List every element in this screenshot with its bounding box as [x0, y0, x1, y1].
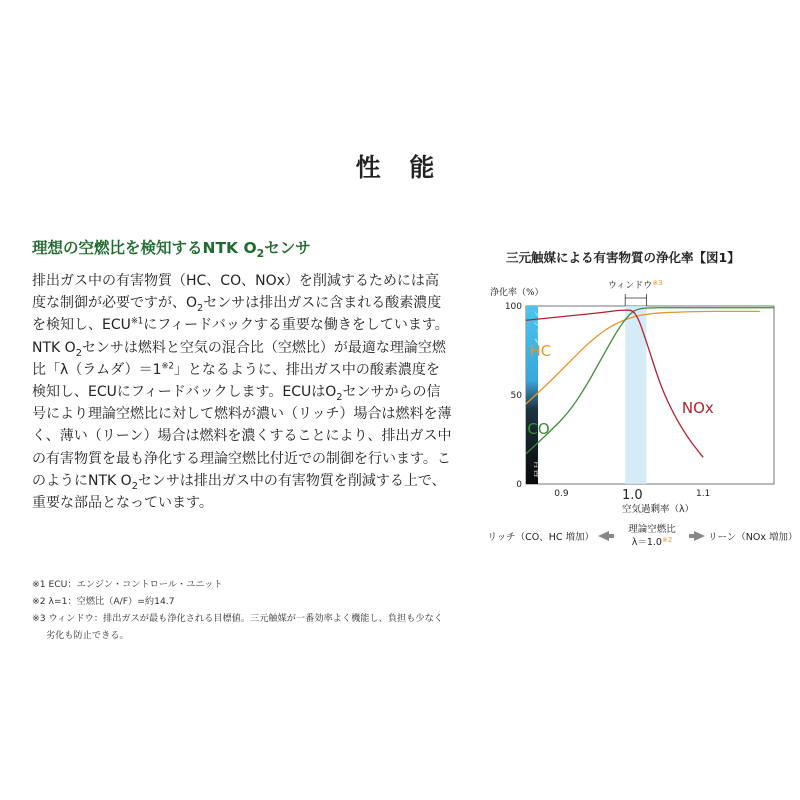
- y-side-label-harmful: 有害: [532, 460, 542, 479]
- p1-text-c: にフィードバックする重要な働きをしています。: [143, 317, 449, 334]
- x-tick-labels: [554, 488, 710, 503]
- body-text: [32, 270, 452, 514]
- p2-text-c: 」となるように、排出ガス中の酸素濃度を検知し、ECUにフィードバックします。ECUはO: [32, 361, 440, 401]
- caption-rich: リッチ（CO、HC 増加）: [487, 532, 594, 543]
- heading-tail: センサ: [264, 239, 311, 257]
- x-tick-label: 1.1: [695, 489, 711, 499]
- caption-lambda: λ＝1.0: [631, 537, 662, 548]
- x-tick-label: 1.0: [621, 488, 643, 503]
- footnote-2: ※2 λ=1：空燃比（A/F）=約14.7: [32, 596, 175, 607]
- caption-lean: リーン（NOx 増加）: [708, 532, 798, 543]
- section-heading: [32, 236, 311, 261]
- heading-sub: 2: [256, 247, 265, 261]
- y-tick-label: 50: [510, 391, 522, 401]
- series-label-hc: HC: [529, 341, 552, 360]
- p2-sub-1: 2: [75, 347, 82, 359]
- plot-frame: [526, 306, 774, 484]
- rich-arrow-icon: [598, 531, 614, 541]
- p2-text-e: センサは排出ガス中の有害物質を削減する上で、重要な部品となっています。: [32, 472, 446, 512]
- window-label: [608, 279, 663, 291]
- y-axis-label: 浄化率（%）: [490, 288, 544, 298]
- footnote-3: ※3 ウィンドウ：排出ガスが最も浄化される目標値。三元触媒が一番効率よく機能し、負担も少なく: [32, 613, 443, 624]
- footnote-3-cont: 劣化も防止できる。: [46, 630, 129, 641]
- series-label-nox: NOx: [681, 398, 714, 417]
- p1-sub: 2: [197, 303, 204, 314]
- caption-lambda-sup: ※2: [661, 536, 673, 544]
- page-title: 性 能: [355, 153, 445, 182]
- p2-sub-3: 2: [131, 480, 138, 492]
- p1-text-b: センサは排出ガスに含まれる酸素濃度を検知し、ECU: [32, 295, 442, 334]
- caption-stoich-2: [632, 536, 673, 548]
- heading-text: 理想の空燃比を検知するNTK O: [32, 239, 257, 257]
- series-label-co: CO: [527, 420, 550, 439]
- y-tick-label: 0: [516, 480, 522, 490]
- x-axis-label: 空気過剰率（λ）: [621, 504, 695, 515]
- y-tick-labels: [505, 302, 522, 490]
- y-tick-label: 100: [504, 302, 522, 312]
- p2-text-a: NTK O: [32, 339, 76, 356]
- caption-stoich-1: 理論空燃比: [628, 524, 676, 535]
- p2-text-b: センサは燃料と空気の混合比（空燃比）が最適な理論空燃比「λ（ラムダ）＝1: [32, 339, 446, 378]
- paragraph-1: [32, 270, 452, 337]
- chart-caption: [487, 523, 797, 548]
- window-width-arrow: [625, 294, 646, 306]
- window-label-text: ウィンドウ: [607, 281, 653, 291]
- y-side-label-clean: クリーン: [532, 310, 542, 346]
- footnote-1: ※1 ECU：エンジン・コントロール・ユニット: [32, 579, 223, 590]
- p1-text-a: 排出ガス中の有害物質（HC、CO、NOx）を削減するためには高度な制御が必要ですが、O: [32, 273, 439, 312]
- window-label-sup: ※3: [652, 279, 663, 287]
- chart-title: 三元触媒による有害物質の浄化率【図1】: [506, 250, 740, 265]
- p2-sup: ※2: [161, 360, 174, 371]
- footnotes: [32, 576, 472, 644]
- paragraph-2: [32, 337, 452, 515]
- p2-sub-2: 2: [336, 391, 343, 403]
- p1-sup: ※1: [130, 315, 144, 326]
- x-tick-label: 0.9: [554, 489, 569, 499]
- p2-text-d: センサからの信号により理論空燃比に対して燃料が濃い（リッチ）場合は燃料を薄く、薄い（リーン）場合は燃料を濃くすることにより、排出ガス中の有害物質を最も浄化する理論空燃比付近での制御を行います。このようにNTK O: [32, 384, 452, 489]
- lean-arrow-icon: [689, 531, 705, 541]
- purification-chart: [487, 240, 798, 560]
- plot-area: [505, 302, 774, 503]
